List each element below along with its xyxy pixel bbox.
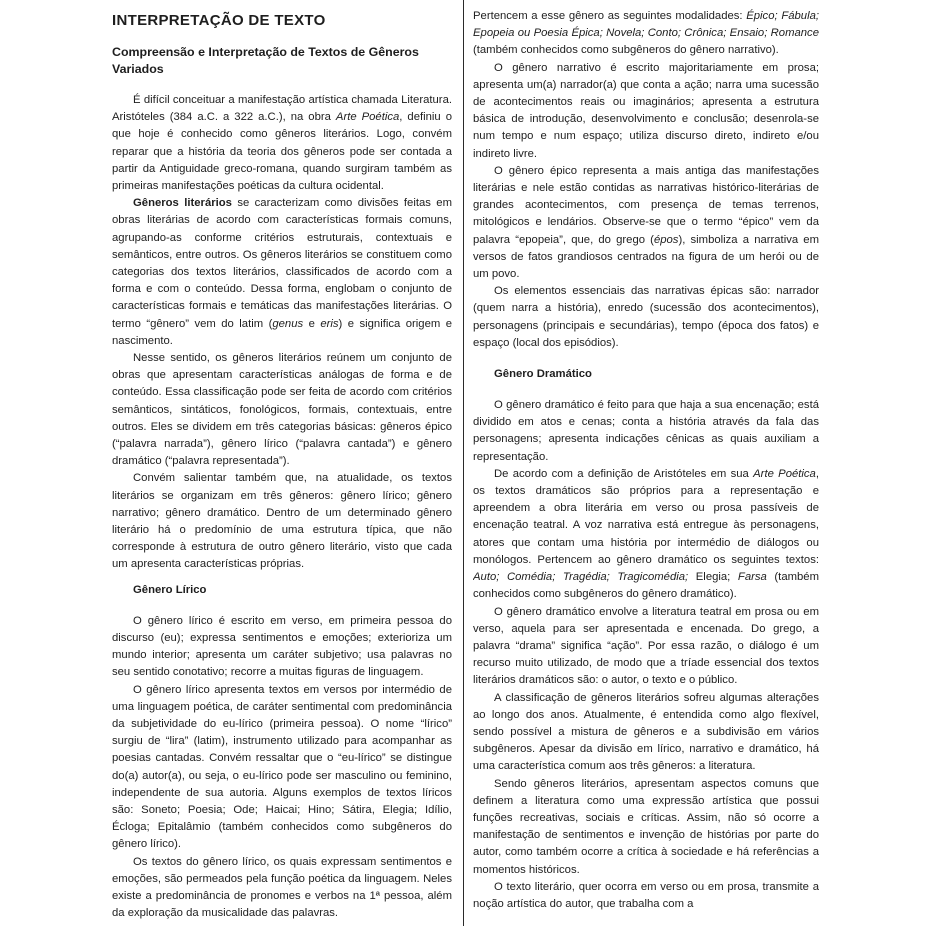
paragraph: Nesse sentido, os gêneros literários reúnem um conjunto de obras que apresentam características análogas de forma e de conteúdo. Essa classificação pode ser feita de acordo com critérios semânticos, sintáticos, fonológicos, formais, contextuais, entre outros. Eles se dividem em três categorias básicas: gêneros épico (“palavra narrada”), gênero lírico (“palavra cantada”) e gênero dramático (“palavra representada”). — [112, 352, 452, 468]
paragraph: O gênero dramático envolve a literatura teatral em prosa ou em verso, aquela para ser apresentada e encenada. Do grego, a palavra “drama” significa “ação”. Por essa razão, o diálogo é um recurso muito utilizado, de modo que a tríade essencial dos textos literários dramáticos são: o autor, o texto e o público. — [473, 605, 819, 687]
paragraph: Sendo gêneros literários, apresentam aspectos comuns que definem a literatura como uma expressão artística que possui funções recreativas, sociais e críticas. Assim, não só ocorre a manifestação de sentimentos e invenção de histórias por parte do autor, como também ocorre a crítica à sociedade e há referências a momentos históricos. — [473, 777, 819, 876]
heading-genero-lirico: Gênero Lírico — [133, 583, 207, 596]
paragraph: O gênero narrativo é escrito majoritariamente em prosa; apresenta um(a) narrador(a) que conta a ação; narra uma sucessão de acontecimentos reais ou imaginários; apresenta a estrutura básica de introdução, desenvolvimento e conclusão; desenrola-se num tempo e num espaço; utiliza discurso direto, indireto e/ou indireto livre. — [473, 61, 819, 160]
paragraph: O gênero dramático é feito para que haja a sua encenação; está dividido em atos e cenas; conta a história através da fala das personagens; apresenta indicações cênicas as quais auxiliam a representação. — [473, 399, 819, 463]
paragraph: A classificação de gêneros literários sofreu algumas alterações ao longo dos anos. Atualmente, é entendida como algo flexível, sendo possível a mistura de gêneros e a subdivisão em vários subgêneros. Apesar da divisão em lírico, narrativo e dramático, há uma característica comum aos três gêneros: a literatura. — [473, 691, 819, 773]
paragraph: Pertencem a esse gênero as seguintes modalidades: Épico; Fábula; Epopeia ou Poesia Épica; Novela; Conto; Crônica; Ensaio; Romance (também conhecidos como subgêneros do gênero narrativo). — [473, 10, 819, 57]
paragraph: O gênero lírico é escrito em verso, em primeira pessoa do discurso (eu); expressa sentimentos e emoções; exterioriza um mundo interior; apresenta um caráter subjetivo; usa palavras no seu sentido conotativo; recorre a muitas figuras de linguagem. — [112, 614, 452, 679]
paragraph: Gêneros literários se caracterizam como divisões feitas em obras literárias de acordo com características formais comuns, agrupando-as conforme critérios estruturais, contextuais e semânticos, entre outros. Os gêneros literários se constituem como categorias dos textos literários, classificados de acordo com a forma e com o conteúdo. Dessa forma, englobam o conjunto de características formais e temáticas das manifestações literárias. O termo “gênero” vem do latim (genus e eris) e significa origem e nascimento. — [112, 197, 452, 347]
column-divider — [463, 0, 464, 926]
paragraph: Convém salientar também que, na atualidade, os textos literários se organizam em três gêneros: gênero lírico; gênero narrativo; gênero dramático. Dentro de um determinado gênero literário há o predomínio de uma estrutura típica, que não corresponde à estrutura de outro gênero literário, visto que cada um apresenta características próprias. — [112, 472, 452, 571]
section-title: INTERPRETAÇÃO DE TEXTO — [112, 12, 326, 29]
paragraph: De acordo com a definição de Aristóteles em sua Arte Poética, os textos dramáticos são próprios para a representação e apreendem a obra literária em verso ou prosa passíveis de encenação teatral. A voz narrativa está entregue às personagens, atores que contam uma história por intermédio de diálogos ou monólogos. Pertencem ao gênero dramático os seguintes textos: Auto; Comédia; Tragédia; Tragicomédia; Elegia; Farsa (também conhecidos como subgêneros do gênero dramático). — [473, 467, 819, 601]
right-column — [473, 0, 819, 926]
paragraph: O gênero lírico apresenta textos em versos por intermédio de uma linguagem poética, de caráter sentimental com predominância da subjetividade do eu-lírico (primeira pessoa). O nome “lírico” surgiu de “lira” (latim), instrumento utilizado para acompanhar as poesias cantadas. Convém ressaltar que o “eu-lírico” se distingue do(a) autor(a), ou seja, o eu-lírico pode ser masculino ou feminino, independente de sua autoria. Alguns exemplos de textos líricos são: Soneto; Poesia; Ode; Haicai; Hino; Sátira, Elegia; Idílio, Écloga; Epitalâmio (também conhecidos como subgêneros do gênero lírico). — [112, 683, 452, 851]
paragraph: Os elementos essenciais das narrativas épicas são: narrador (quem narra a história), enredo (sucessão dos acontecimentos), personagens (principais e secundárias), tempo (época dos fatos) e espaço (local dos episódios). — [473, 285, 819, 349]
left-column — [112, 0, 452, 926]
paragraph: Os textos do gênero lírico, os quais expressam sentimentos e emoções, são permeados pela função poética da linguagem. Neles existe a predominância de pronomes e verbos na 1ª pessoa, além da exploração da musicalidade das palavras. — [112, 855, 452, 920]
heading-genero-dramatico: Gênero Dramático — [494, 368, 592, 381]
paragraph: É difícil conceituar a manifestação artística chamada Literatura. Aristóteles (384 a.C. a 322 a.C.), na obra Arte Poética, definiu o que hoje é conhecido como gêneros literários. Logo, convém reparar que a história da teoria dos gêneros pode ser contada a partir da Antiguidade greco-romana, quando surgiram também as primeiras manifestações poéticas da cultura ocidental. — [112, 94, 452, 193]
paragraph: O gênero épico representa a mais antiga das manifestações literárias e nele estão contidas as narrativas histórico-literárias de grandes acontecimentos, com presença de temas terrenos, mitológicos e lendários. Observe-se que o termo “épico” vem da palavra “epopeia”, que, do grego (épos), simboliza a narrativa em versos de fatos grandiosos centrados na figura de um herói ou de um povo. — [473, 164, 819, 281]
subtitle: Compreensão e Interpretação de Textos de Gêneros Variados — [112, 45, 419, 76]
paragraph: O texto literário, quer ocorra em verso ou em prosa, transmite a noção artística do autor, que trabalha com a — [473, 880, 819, 910]
